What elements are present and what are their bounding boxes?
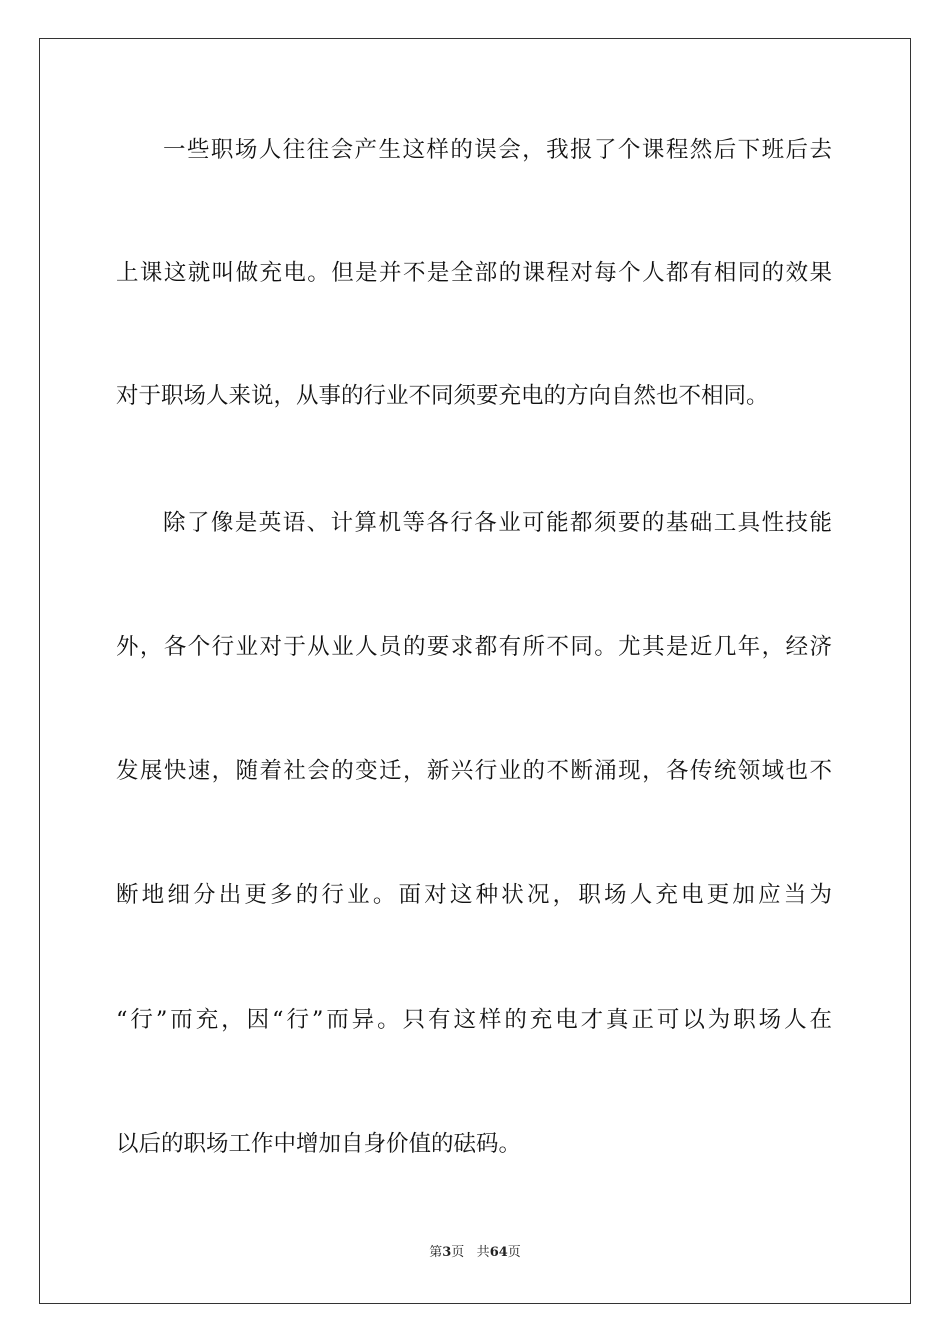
text-line: 外，各个行业对于从业人员的要求都有所不同。尤其是近几年，经济	[116, 634, 832, 660]
text-line: 对于职场人来说，从事的行业不同须要充电的方向自然也不相同。	[116, 383, 769, 409]
text-line: 以后的职场工作中增加自身价值的砝码。	[116, 1131, 522, 1157]
text-line: 断地细分出更多的行业。面对这种状况，职场人充电更加应当为	[116, 882, 832, 908]
page-border	[39, 38, 911, 1304]
page-footer	[0, 1244, 950, 1262]
text-line: 除了像是英语、计算机等各行各业可能都须要的基础工具性技能	[163, 510, 832, 536]
footer-page-suffix: 页	[451, 1245, 465, 1260]
footer-page-number: 3	[442, 1245, 452, 1260]
footer-total-suffix: 页	[507, 1245, 521, 1260]
text-line: 一些职场人往往会产生这样的误会，我报了个课程然后下班后去	[163, 137, 832, 163]
footer-page-prefix: 第	[429, 1245, 443, 1260]
text-line: 发展快速，随着社会的变迁，新兴行业的不断涌现，各传统领域也不	[116, 758, 832, 784]
text-line: “行”而充，因“行”而异。只有这样的充电才真正可以为职场人在	[116, 1007, 832, 1033]
text-line: 上课这就叫做充电。但是并不是全部的课程对每个人都有相同的效果	[116, 260, 832, 286]
footer-total-prefix: 共	[476, 1245, 490, 1260]
footer-total-pages: 64	[489, 1245, 508, 1260]
